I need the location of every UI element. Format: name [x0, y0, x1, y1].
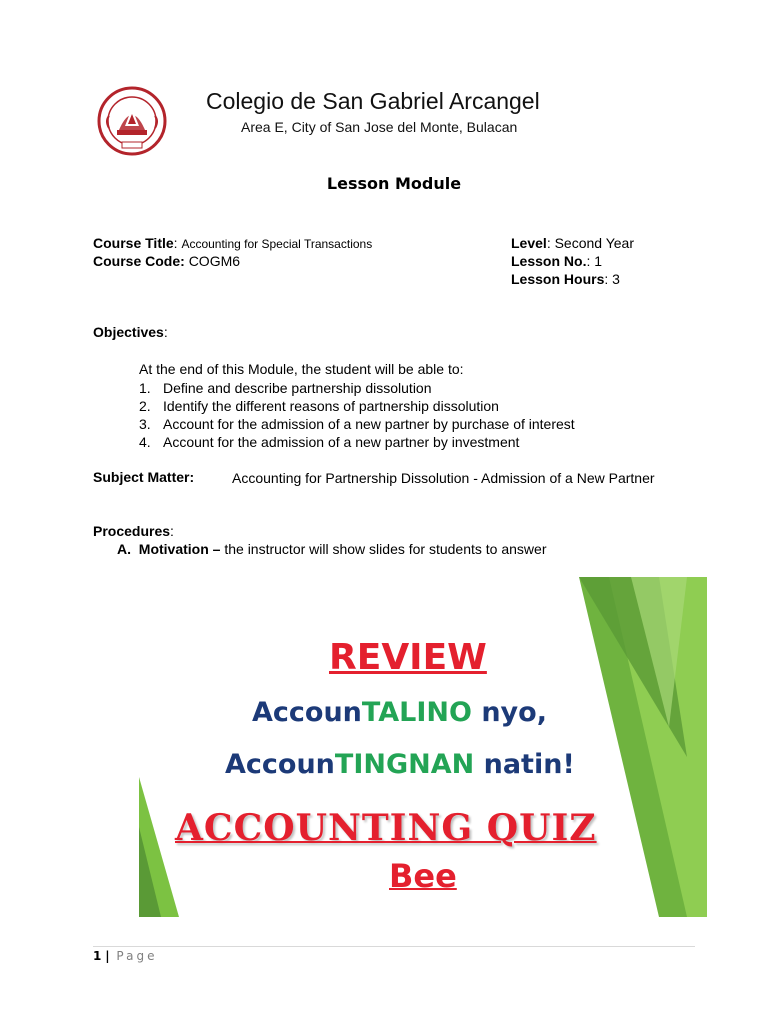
lesson-hours-value: 3	[612, 271, 620, 287]
level-label: Level	[511, 235, 547, 251]
module-title: Lesson Module	[326, 174, 462, 193]
list-item: 1. Define and describe partnership dissolution	[139, 380, 432, 396]
subject-matter-label: Subject Matter:	[93, 469, 195, 485]
slide-line-1: AccounTALINO nyo,	[252, 697, 547, 728]
procedures-heading: Procedures:	[93, 523, 174, 539]
lesson-no-value: 1	[594, 253, 603, 269]
lesson-hours-row: Lesson Hours: 3	[511, 271, 620, 287]
slide-review-heading: REVIEW	[329, 637, 487, 678]
course-code-label: Course Code:	[93, 253, 185, 269]
course-title-row: Course Title: Accounting for Special Transactions	[93, 235, 373, 251]
slide-line-2: AccounTINGNAN natin!	[225, 749, 575, 780]
course-title-value: Accounting for Special Transactions	[181, 237, 373, 251]
procedure-item-motivation: A. Motivation – the instructor will show slides for students to answer	[117, 541, 547, 557]
course-code-value: COGM6	[188, 253, 241, 269]
slide-quiz-title: ACCOUNTING QUIZ	[175, 807, 597, 849]
footer-divider	[93, 946, 695, 947]
slide-bee-text: Bee	[389, 857, 457, 895]
school-address: Area E, City of San Jose del Monte, Bulacan	[241, 119, 518, 135]
subject-matter-text: Accounting for Partnership Dissolution - Admission of a New Partner	[232, 470, 655, 486]
page-word: Page	[116, 949, 158, 963]
review-slide-image	[139, 577, 707, 917]
level-row: Level: Second Year	[511, 235, 634, 251]
list-item: 4. Account for the admission of a new partner by investment	[139, 434, 520, 450]
lesson-no-label: Lesson No.	[511, 253, 587, 269]
lesson-no-row: Lesson No.: 1	[511, 253, 603, 269]
school-name: Colegio de San Gabriel Arcangel	[206, 88, 540, 114]
lesson-hours-label: Lesson Hours	[511, 271, 605, 287]
objectives-heading: Objectives:	[93, 324, 168, 340]
course-code-row	[93, 252, 240, 270]
school-seal-logo	[95, 86, 169, 156]
objectives-intro: At the end of this Module, the student will be able to:	[139, 361, 464, 377]
course-title-label: Course Title	[93, 235, 174, 251]
footer-separator: |	[105, 949, 110, 963]
page-footer	[93, 949, 157, 963]
list-item: 3. Account for the admission of a new partner by purchase of interest	[139, 416, 575, 432]
objectives-list	[139, 379, 575, 451]
level-value: Second Year	[554, 235, 634, 251]
list-item: 2. Identify the different reasons of partnership dissolution	[139, 398, 499, 414]
page-number: 1	[93, 949, 102, 963]
